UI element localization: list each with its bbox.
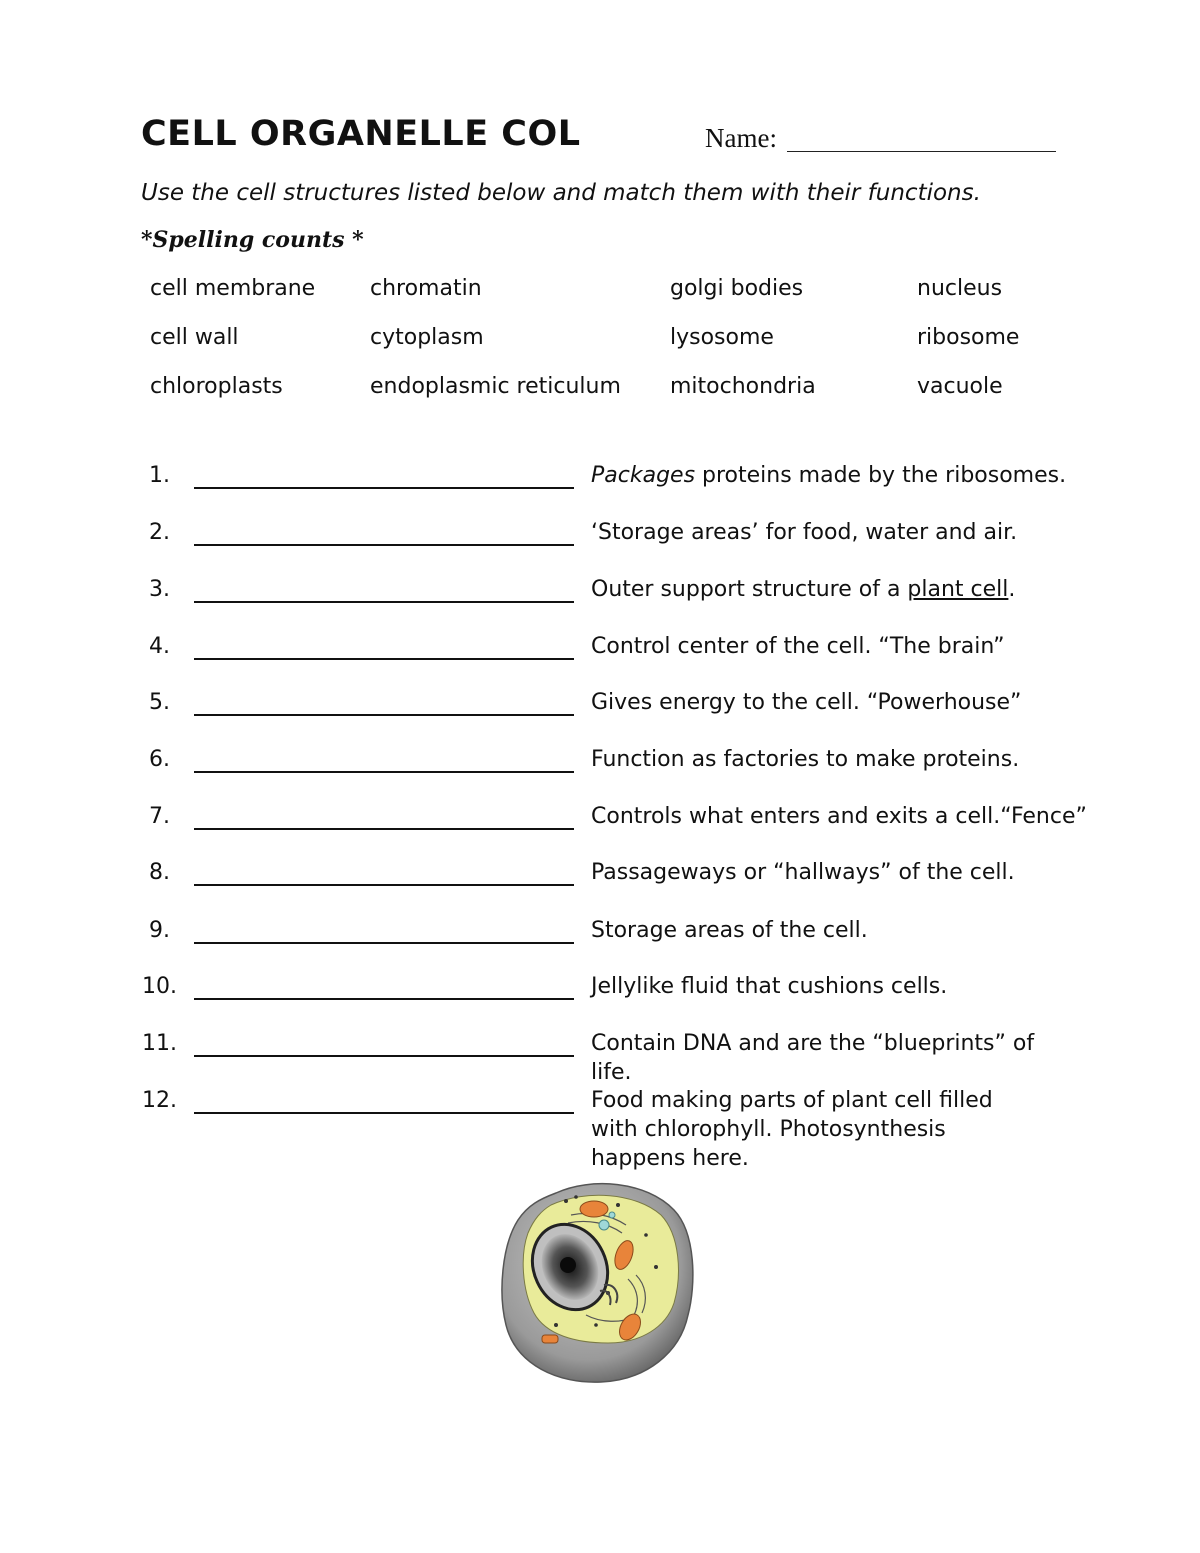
word-bank-term: vacuole bbox=[917, 374, 1003, 399]
item-description: Function as factories to make proteins. bbox=[591, 747, 1020, 772]
matching-item bbox=[0, 802, 1200, 862]
item-description-text: proteins made by the ribosomes. bbox=[695, 463, 1067, 488]
item-description-underline: plant cell bbox=[907, 577, 1009, 602]
item-number: 3. bbox=[149, 577, 170, 602]
item-number: 4. bbox=[149, 634, 170, 659]
item-number: 10. bbox=[142, 974, 177, 999]
matching-item bbox=[0, 518, 1200, 578]
word-bank-term: cytoplasm bbox=[370, 325, 484, 350]
item-description-emphasis: Packages bbox=[591, 463, 696, 488]
answer-blank[interactable] bbox=[194, 658, 574, 660]
word-bank-term: golgi bodies bbox=[670, 276, 804, 301]
animal-cell-illustration bbox=[496, 1175, 701, 1385]
matching-item bbox=[0, 1029, 1200, 1089]
item-description-end: . bbox=[1008, 577, 1016, 602]
item-description: ‘Storage areas’ for food, water and air. bbox=[591, 520, 1018, 545]
item-description: Jellylike fluid that cushions cells. bbox=[591, 974, 948, 999]
word-bank-term: cell wall bbox=[150, 325, 239, 350]
answer-blank[interactable] bbox=[194, 771, 574, 773]
item-number: 6. bbox=[149, 747, 170, 772]
spelling-note: *Spelling counts * bbox=[141, 227, 364, 253]
item-description: Passageways or “hallways” of the cell. bbox=[591, 860, 1015, 885]
vacuole bbox=[599, 1220, 609, 1230]
item-description-text: Outer support structure of a bbox=[591, 577, 908, 602]
matching-item bbox=[0, 461, 1200, 521]
answer-blank[interactable] bbox=[194, 601, 574, 603]
matching-item bbox=[0, 688, 1200, 748]
answer-blank[interactable] bbox=[194, 1112, 574, 1114]
item-description: Controls what enters and exits a cell.“Fence” bbox=[591, 804, 1087, 829]
matching-item bbox=[0, 1086, 1200, 1171]
word-bank bbox=[0, 0, 1200, 420]
item-description bbox=[591, 575, 1071, 604]
answer-blank[interactable] bbox=[194, 714, 574, 716]
word-bank-term: chloroplasts bbox=[150, 374, 283, 399]
answer-blank[interactable] bbox=[194, 1055, 574, 1057]
item-number: 7. bbox=[149, 804, 170, 829]
item-description: Control center of the cell. “The brain” bbox=[591, 634, 1005, 659]
matching-item bbox=[0, 858, 1200, 918]
item-number: 9. bbox=[149, 918, 170, 943]
answer-blank[interactable] bbox=[194, 998, 574, 1000]
instructions: Use the cell structures listed below and match them with their functions. bbox=[141, 180, 981, 206]
answer-blank[interactable] bbox=[194, 884, 574, 886]
item-number: 11. bbox=[142, 1031, 177, 1056]
vacuole bbox=[609, 1212, 615, 1218]
answer-blank[interactable] bbox=[194, 544, 574, 546]
answer-blank[interactable] bbox=[194, 487, 574, 489]
matching-item bbox=[0, 972, 1200, 1032]
matching-item bbox=[0, 575, 1200, 635]
answer-blank[interactable] bbox=[194, 942, 574, 944]
item-description: Food making parts of plant cell filled with chlorophyll. Photosynthesis happens here. bbox=[591, 1088, 993, 1171]
word-bank-term: mitochondria bbox=[670, 374, 816, 399]
word-bank-term: ribosome bbox=[917, 325, 1020, 350]
worksheet-title: CELL ORGANELLE COL bbox=[141, 114, 581, 154]
matching-item bbox=[0, 745, 1200, 805]
mitochondrion bbox=[542, 1335, 558, 1343]
matching-item bbox=[0, 916, 1200, 976]
word-bank-term: nucleus bbox=[917, 276, 1003, 301]
word-bank-term: chromatin bbox=[370, 276, 482, 301]
item-description: Storage areas of the cell. bbox=[591, 918, 868, 943]
word-bank-term: cell membrane bbox=[150, 276, 316, 301]
item-description bbox=[591, 461, 1071, 490]
item-description: Contain DNA and are the “blueprints” of life. bbox=[591, 1031, 1035, 1085]
item-number: 2. bbox=[149, 520, 170, 545]
mitochondrion bbox=[580, 1201, 608, 1217]
item-number: 12. bbox=[142, 1088, 177, 1113]
word-bank-term: lysosome bbox=[670, 325, 774, 350]
answer-blank[interactable] bbox=[194, 828, 574, 830]
nucleolus bbox=[560, 1257, 576, 1273]
item-number: 8. bbox=[149, 860, 170, 885]
item-number: 5. bbox=[149, 690, 170, 715]
item-number: 1. bbox=[149, 463, 170, 488]
word-bank-term: endoplasmic reticulum bbox=[370, 374, 621, 399]
name-label: Name: bbox=[705, 123, 777, 153]
matching-item bbox=[0, 632, 1200, 692]
item-description: Gives energy to the cell. “Powerhouse” bbox=[591, 690, 1022, 715]
